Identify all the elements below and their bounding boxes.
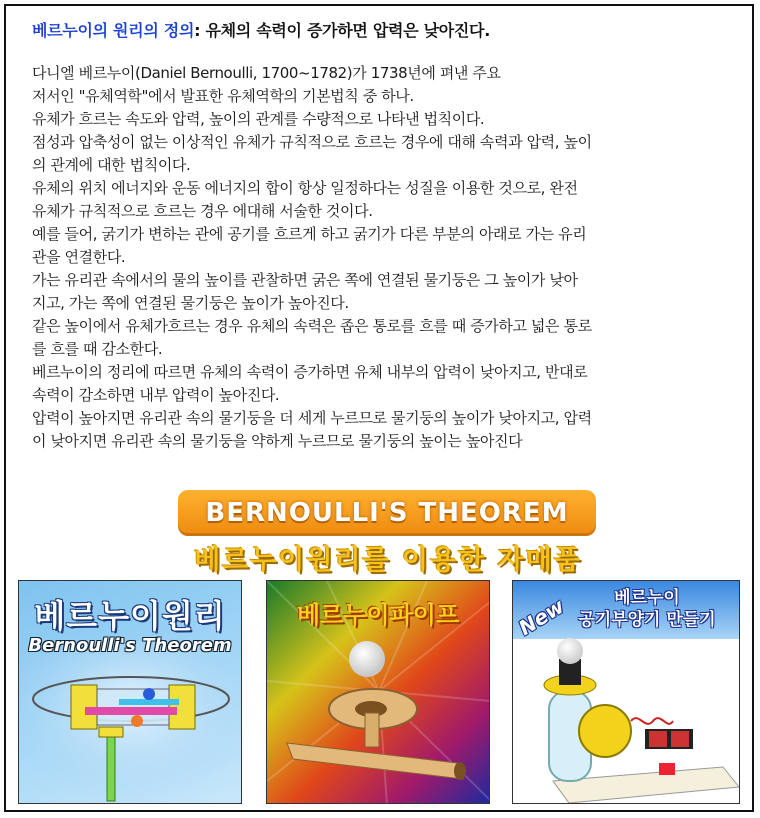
text-line: 를 흐를 때 감소한다.: [32, 340, 163, 358]
paragraph: [32, 62, 737, 108]
title-rest: : 유체의 속력이 증가하면 압력은 낮아진다.: [194, 21, 490, 40]
body-text: [32, 62, 737, 453]
paragraph: [32, 108, 737, 131]
text-line: 압력이 높아지면 유리관 속의 물기둥을 더 세게 누르므로 물기둥의 높이가 낮아지고, 압력: [32, 409, 592, 427]
product-title: [553, 587, 740, 631]
banner-title: BERNOULLI'S THEOREM: [205, 498, 569, 528]
paragraph: [32, 131, 737, 177]
paragraph: [32, 315, 737, 361]
text-line: 유체의 위치 에너지와 운동 에너지의 합이 항상 일정하다는 성질을 이용한 것으로, 완전: [32, 179, 578, 197]
text-line: 예를 들어, 굵기가 변하는 관에 공기를 흐르게 하고 굵기가 다른 부분의 아래로 가는 유리: [32, 225, 587, 243]
paragraph: [32, 407, 737, 453]
text-line: 관을 연결한다.: [32, 248, 126, 266]
paragraph: [32, 269, 737, 315]
paragraph: [32, 223, 737, 269]
text-line: 의 관계에 대한 법칙이다.: [32, 156, 191, 174]
paragraph: [32, 361, 737, 407]
text-line: 속력이 감소하면 내부 압력이 높아진다.: [32, 386, 280, 404]
text-line: 유체가 규칙적으로 흐르는 경우 에대해 서술한 것이다.: [32, 202, 373, 220]
new-badge: New: [514, 593, 569, 641]
text-line: 이 낮아지면 유리관 속의 물기둥을 약하게 누르므로 물기둥의 높이는 높아진다: [32, 432, 523, 450]
page-title: [32, 18, 490, 41]
product-card-bernoulli-pipe[interactable]: [266, 580, 490, 804]
text-line: 같은 높이에서 유체가흐르는 경우 유체의 속력은 좁은 통로를 흐를 때 증가하고 넓은 통로: [32, 317, 592, 335]
product-title: 베르누이파이프: [296, 601, 460, 629]
text-line: 다니엘 베르누이(Daniel Bernoulli, 1700~1782)가 1738년에 펴낸 주요: [32, 64, 501, 82]
product-card-bernoulli-hovercraft[interactable]: [512, 580, 740, 804]
product-title-line: 공기부양기 만들기: [578, 610, 716, 630]
product-card-bernoulli-principle[interactable]: [18, 580, 242, 804]
text-line: 지고, 가는 쪽에 연결된 물기둥은 높이가 높아진다.: [32, 294, 349, 312]
sister-products-heading: 베르누이원리를 이용한 자매품: [194, 545, 582, 576]
text-line: 유체가 흐르는 속도와 압력, 높이의 관계를 수량적으로 나타낸 법칙이다.: [32, 110, 485, 128]
theorem-banner: [178, 490, 596, 536]
paragraph: [32, 177, 737, 223]
text-line: 가는 유리관 속에서의 물의 높이를 관찰하면 굵은 쪽에 연결된 물기둥은 그 높이가 낮아: [32, 271, 578, 289]
product-title: 베르누이원리: [34, 597, 226, 635]
title-accent: 베르누이의 원리의 정의: [32, 21, 195, 40]
text-line: 점성과 압축성이 없는 이상적인 유체가 규칙적으로 흐르는 경우에 대해 속력과 압력, 높이: [32, 133, 592, 151]
text-line: 저서인 "유체역학"에서 발표한 유체역학의 기본법칙 중 하나.: [32, 87, 414, 105]
product-subtitle: Bernoulli's Theorem: [28, 635, 232, 656]
product-title-line: 베르누이: [614, 588, 680, 608]
text-line: 베르누이의 정리에 따르면 유체의 속력이 증가하면 유체 내부의 압력이 낮아지고, 반대로: [32, 363, 588, 381]
